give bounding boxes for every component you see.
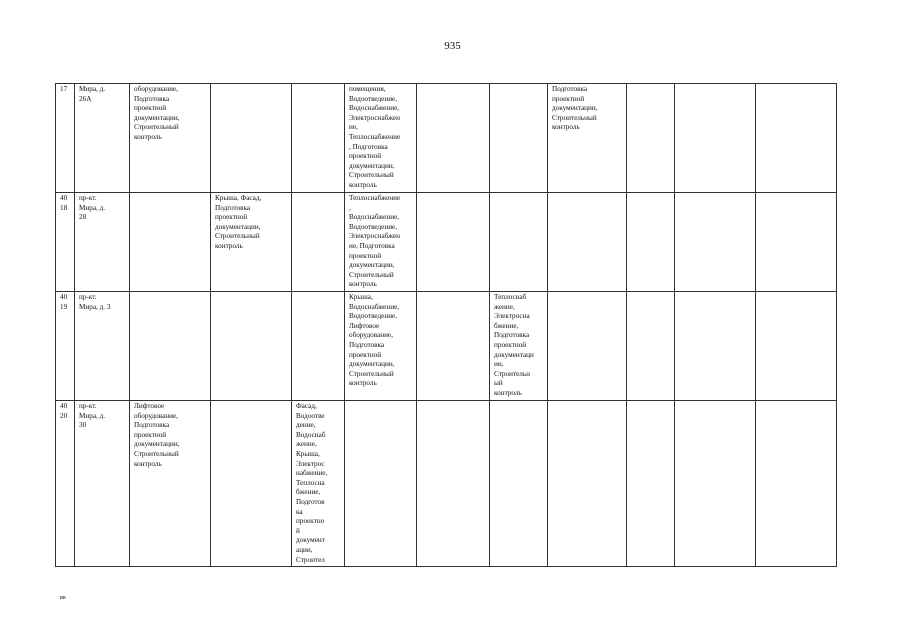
- work-cell: [756, 193, 837, 292]
- work-cell: [675, 401, 756, 567]
- work-cell: [211, 292, 292, 401]
- work-cell: [627, 193, 675, 292]
- work-cell: [627, 401, 675, 567]
- table-row: [56, 84, 837, 193]
- work-cell: [548, 292, 627, 401]
- work-cell: Крыша, Фасад, Подготовка проектной документации, Строительный контроль: [211, 193, 292, 292]
- work-cell: Подготовка проектной документации, Строительный контроль: [548, 84, 627, 193]
- table-row: [56, 401, 837, 567]
- work-cell: [345, 401, 417, 567]
- work-cell: [756, 401, 837, 567]
- work-cell: [292, 84, 345, 193]
- work-cell: [292, 292, 345, 401]
- row-number-cell: 17: [56, 84, 75, 193]
- work-cell: [130, 292, 211, 401]
- work-cell: [417, 84, 490, 193]
- work-cell: [211, 401, 292, 567]
- row-number-cell: 40 20: [56, 401, 75, 567]
- row-number-cell: 40 18: [56, 193, 75, 292]
- work-cell: [490, 401, 548, 567]
- work-cell: [130, 193, 211, 292]
- work-cell: [490, 193, 548, 292]
- footer-mark: вв: [60, 595, 66, 601]
- table-row: [56, 193, 837, 292]
- capital-repair-table: [55, 83, 837, 567]
- work-cell: [627, 84, 675, 193]
- work-cell: [675, 84, 756, 193]
- work-cell: Теплоснаб жение, Электросна бжение, Подготовка проектной документаци ии, Строительн ый контроль: [490, 292, 548, 401]
- work-cell: Крыша, Водоснабжение, Водоотведение, Лифтовое оборудование, Подготовка проектной документации, Строительный контроль: [345, 292, 417, 401]
- work-cell: [675, 292, 756, 401]
- address-cell: пр-кт. Мира, д. 30: [75, 401, 130, 567]
- work-cell: [756, 84, 837, 193]
- work-cell: [211, 84, 292, 193]
- work-cell: Фасад, Водоотве дение, Водоснаб жение, Крыша, Электрос набжение, Теплосна бжение, Подготов ка проектно й документ ации, Строител: [292, 401, 345, 567]
- table-row: [56, 292, 837, 401]
- work-cell: [417, 401, 490, 567]
- work-cell: Лифтовое оборудование, Подготовка проектной документации, Строительный контроль: [130, 401, 211, 567]
- work-cell: [548, 193, 627, 292]
- work-cell: [417, 193, 490, 292]
- work-cell: [417, 292, 490, 401]
- work-cell: помещения, Водоотведение, Водоснабжение, Электроснабжен ие, Теплоснабжение , Подготовка проектной документации, Строительный контроль: [345, 84, 417, 193]
- row-number-cell: 40 19: [56, 292, 75, 401]
- work-cell: [675, 193, 756, 292]
- address-cell: Мира, д. 26А: [75, 84, 130, 193]
- work-cell: [490, 84, 548, 193]
- work-cell: оборудование, Подготовка проектной документации, Строительный контроль: [130, 84, 211, 193]
- work-cell: [756, 292, 837, 401]
- work-cell: [627, 292, 675, 401]
- work-cell: Теплоснабжение , Водоснабжение, Водоотведение, Электроснабжен ие, Подготовка проектной документации, Строительный контроль: [345, 193, 417, 292]
- work-cell: [292, 193, 345, 292]
- address-cell: пр-кт. Мира, д. 28: [75, 193, 130, 292]
- work-cell: [548, 401, 627, 567]
- address-cell: пр-кт. Мира, д. 3: [75, 292, 130, 401]
- page-number: 935: [444, 40, 461, 52]
